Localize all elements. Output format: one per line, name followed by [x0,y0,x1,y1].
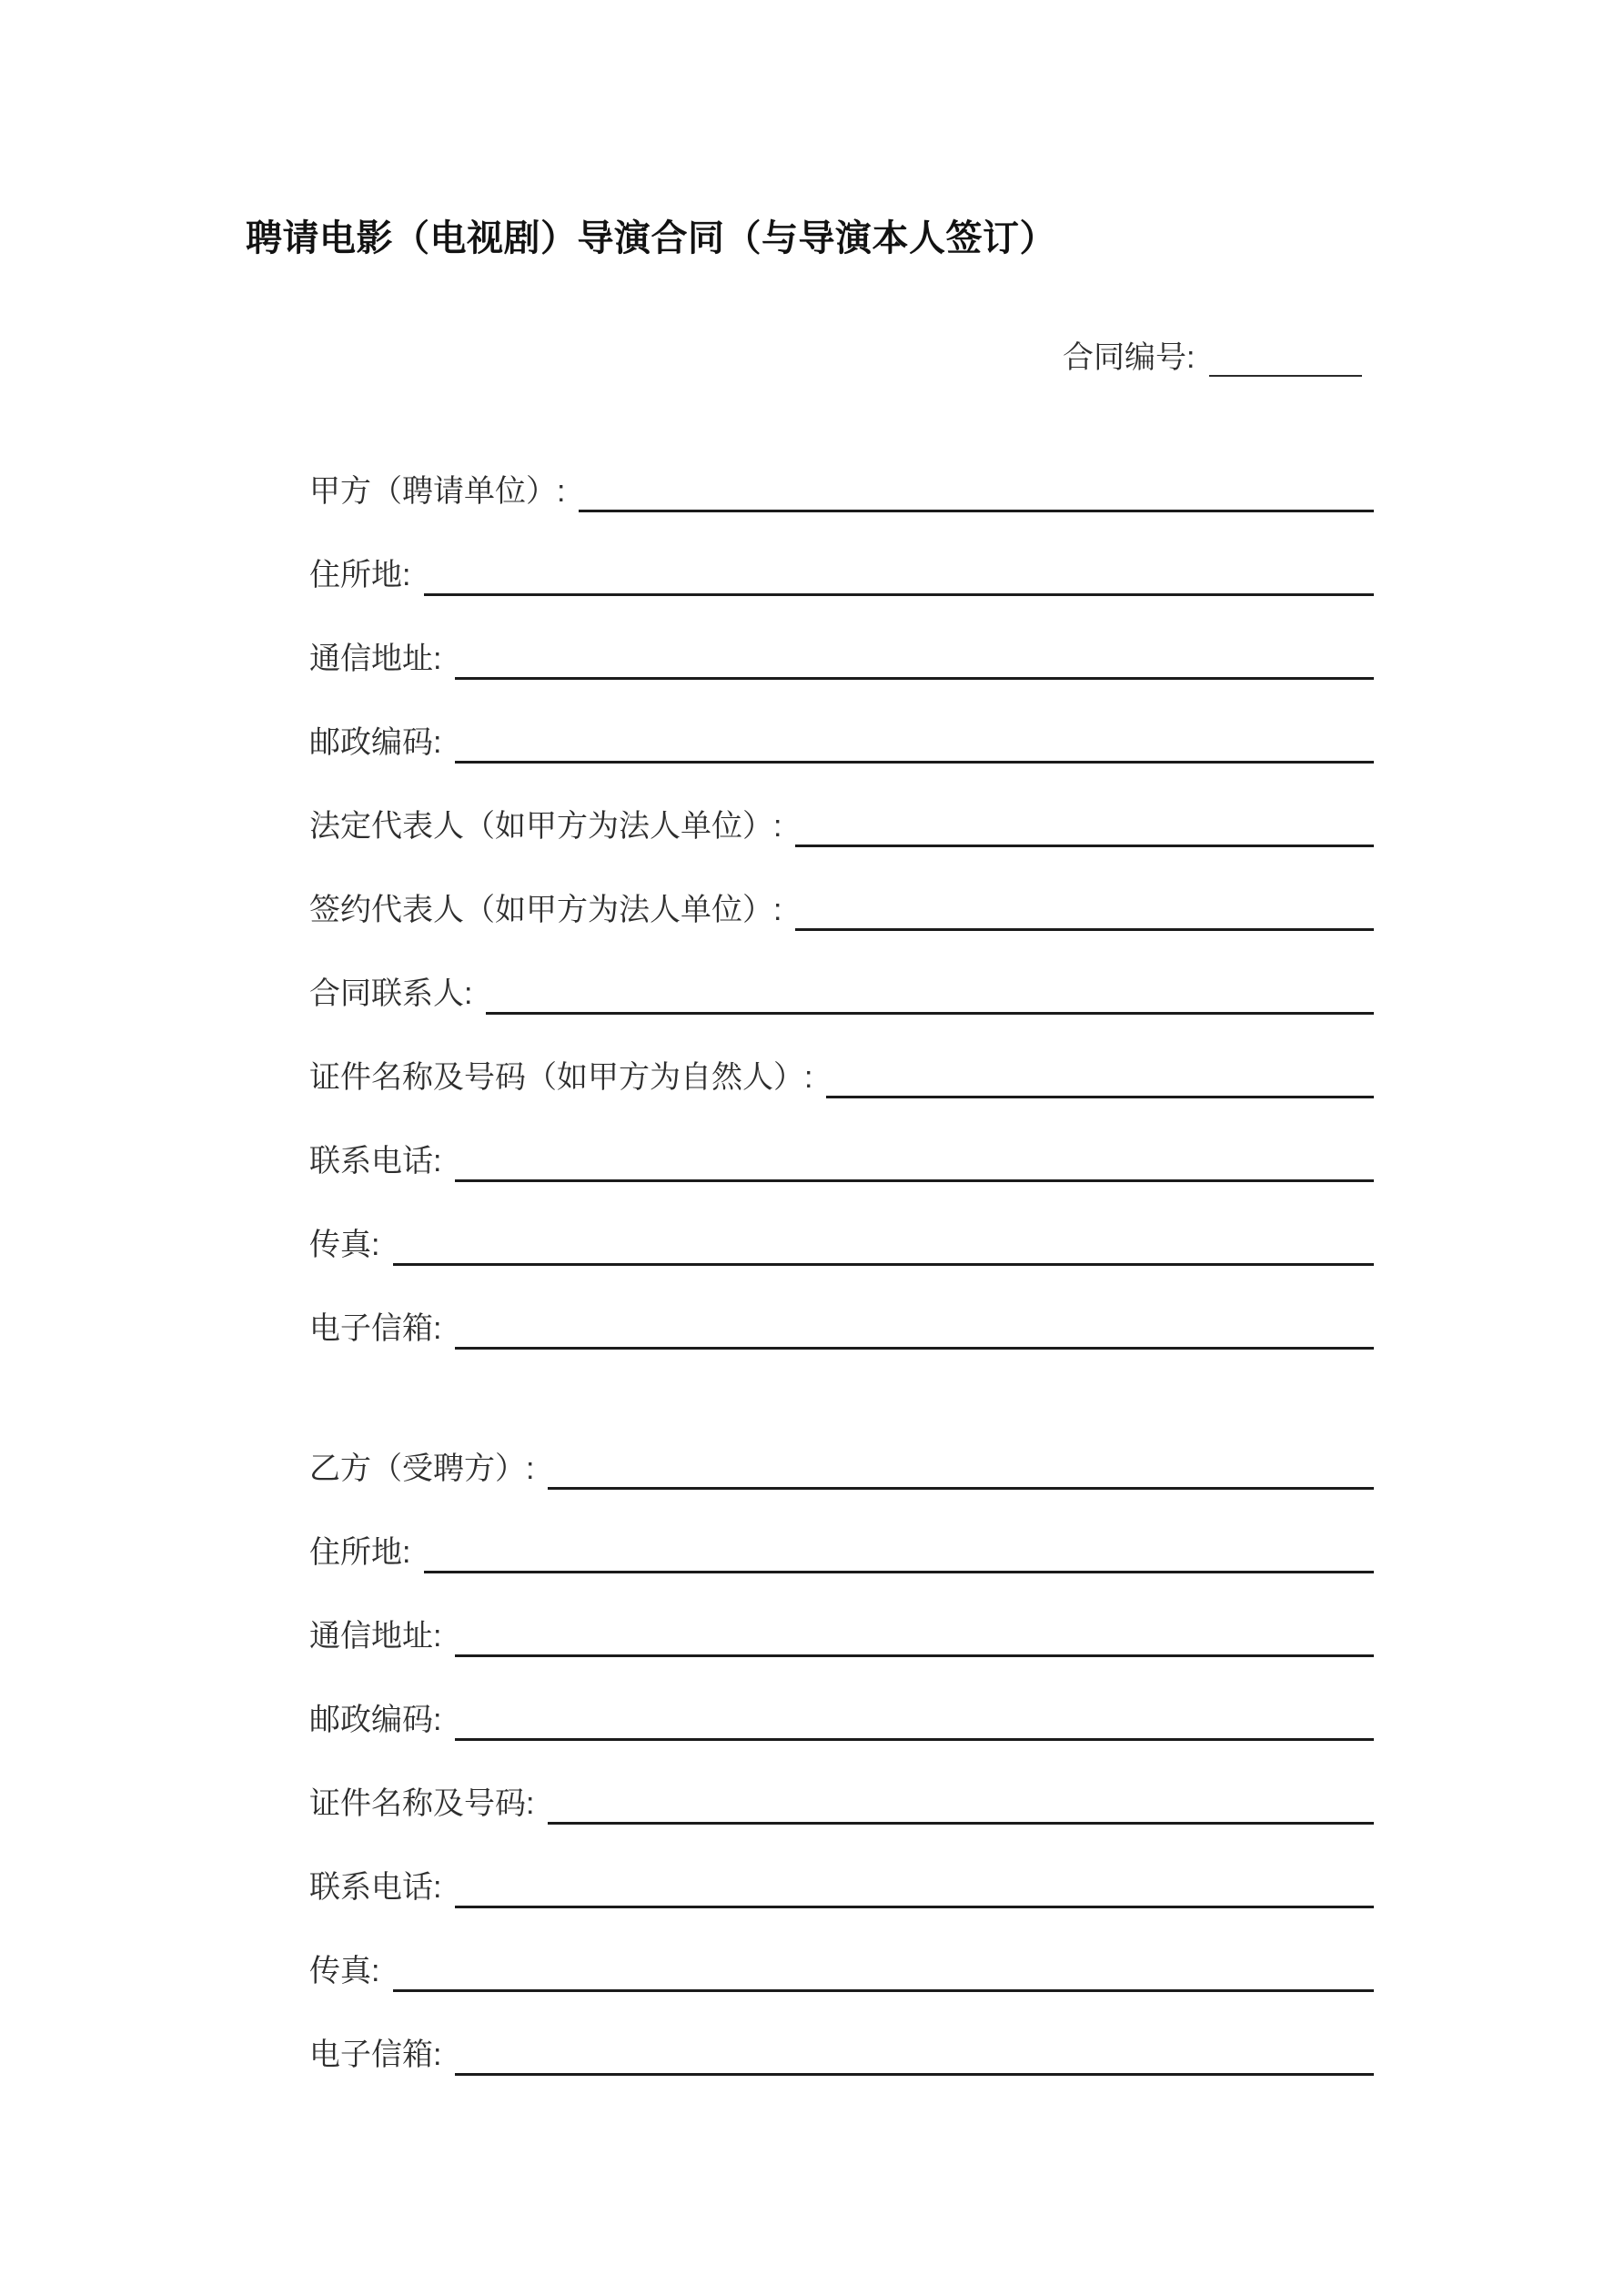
field-fill-line[interactable] [795,891,1374,931]
field-label: 签约代表人（如甲方为法人单位）: [309,893,782,927]
field-label: 乙方（受聘方）: [309,1451,535,1486]
field-row-residence [309,1490,1374,1573]
field-row-party-a [309,429,1374,512]
field-row-phone [309,1825,1374,1908]
field-row-mailing-address [309,596,1374,680]
field-row-fax [309,1182,1374,1266]
field-fill-line[interactable] [455,1868,1374,1908]
field-label: 住所地: [309,558,411,592]
field-row-fax [309,1908,1374,1992]
field-label: 甲方（聘请单位）: [309,474,566,509]
field-row-email [309,1266,1374,1350]
contract-number-fill-line[interactable] [1209,337,1362,377]
field-label: 证件名称及号码: [309,1786,535,1821]
field-label: 传真: [309,1954,380,1988]
field-label: 证件名称及号码（如甲方为自然人）: [309,1060,813,1095]
field-label: 联系电话: [309,1870,442,1905]
field-label: 住所地: [309,1535,411,1570]
contract-number-label: 合同编号: [1063,340,1195,375]
field-row-legal-representative [309,764,1374,847]
field-fill-line[interactable] [455,1701,1374,1741]
field-fill-line[interactable] [455,1142,1374,1182]
field-row-id-name-number [309,1015,1374,1098]
field-fill-line[interactable] [579,472,1374,512]
field-fill-line[interactable] [795,807,1374,847]
field-fill-line[interactable] [455,723,1374,764]
field-fill-line[interactable] [424,556,1374,596]
contract-number-row [1063,335,1362,377]
field-fill-line[interactable] [455,2036,1374,2076]
field-label: 联系电话: [309,1144,442,1178]
field-label: 传真: [309,1228,380,1262]
field-label: 电子信箱: [309,2038,442,2072]
field-label: 合同联系人: [309,976,473,1011]
field-row-id-name-number [309,1741,1374,1825]
field-label: 通信地址: [309,1619,442,1654]
field-fill-line[interactable] [826,1058,1374,1098]
field-fill-line[interactable] [393,1226,1374,1266]
field-fill-line[interactable] [455,1617,1374,1657]
field-fill-line[interactable] [548,1785,1374,1825]
field-row-party-b [309,1406,1374,1490]
field-fill-line[interactable] [393,1952,1374,1992]
field-fill-line[interactable] [424,1533,1374,1573]
party-b-section [309,1406,1374,2076]
field-fill-line[interactable] [455,640,1374,680]
field-row-contract-contact [309,931,1374,1015]
field-row-signing-representative [309,847,1374,931]
field-row-mailing-address [309,1573,1374,1657]
field-row-email [309,1992,1374,2076]
field-label: 法定代表人（如甲方为法人单位）: [309,809,782,844]
field-row-residence [309,512,1374,596]
field-label: 通信地址: [309,642,442,676]
field-row-postal-code [309,680,1374,764]
party-a-section [309,429,1374,1350]
field-row-postal-code [309,1657,1374,1741]
field-label: 电子信箱: [309,1311,442,1346]
field-fill-line[interactable] [548,1450,1374,1490]
document-title: 聘请电影（电视剧）导演合同（与导演本人签订） [246,218,1056,258]
field-label: 邮政编码: [309,725,442,760]
field-fill-line[interactable] [486,975,1374,1015]
field-row-phone [309,1098,1374,1182]
field-label: 邮政编码: [309,1703,442,1737]
field-fill-line[interactable] [455,1310,1374,1350]
